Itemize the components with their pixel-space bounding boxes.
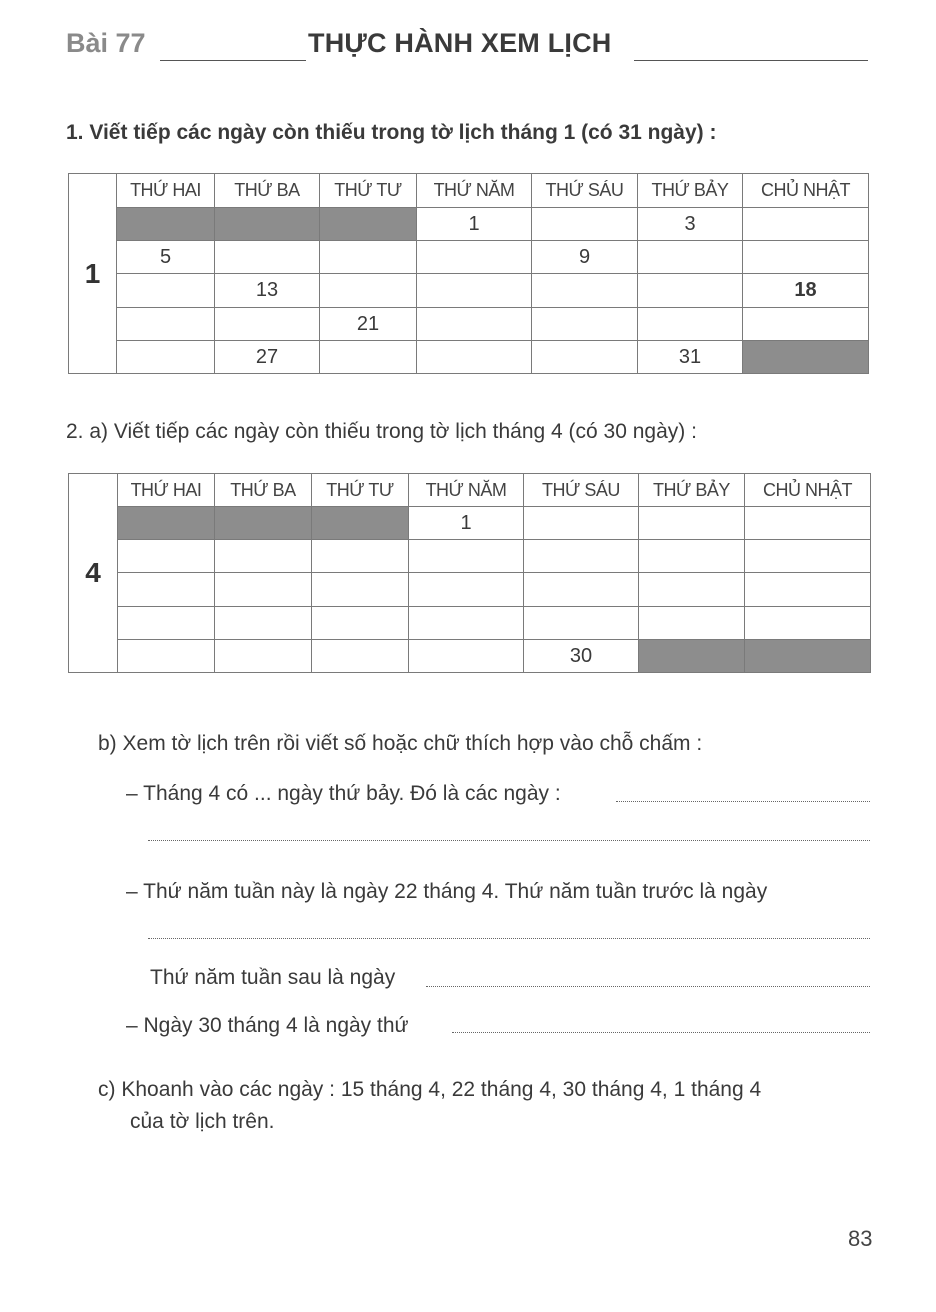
day-cell[interactable] [532,341,638,374]
day-cell[interactable] [215,241,320,274]
day-cell[interactable] [745,573,871,607]
day-cell[interactable] [743,208,869,241]
question-previous-thursday: – Thứ năm tuần này là ngày 22 tháng 4. Thứ năm tuần trước là ngày [126,880,768,903]
day-cell[interactable]: 1 [417,208,532,241]
day-cell[interactable] [745,607,871,640]
day-cell[interactable] [417,241,532,274]
day-cell [215,208,320,241]
page-number: 83 [848,1226,873,1251]
calendar-april [68,473,871,673]
day-cell[interactable] [639,540,745,573]
day-cell[interactable] [215,540,312,573]
day-cell[interactable] [312,573,409,607]
day-cell[interactable]: 31 [638,341,743,374]
day-cell [215,507,312,540]
day-cell[interactable] [320,241,417,274]
day-cell [118,507,215,540]
day-cell [639,640,745,673]
weekday-header: THỨ BẢY [638,174,743,208]
day-cell[interactable] [745,507,871,540]
day-cell[interactable] [215,573,312,607]
weekday-header: CHỦ NHẬT [743,174,869,208]
weekday-header: THỨ TƯ [312,474,409,507]
day-cell[interactable] [745,540,871,573]
day-cell[interactable] [117,274,215,308]
day-cell[interactable] [743,241,869,274]
month-label: 4 [69,474,118,673]
day-cell[interactable] [638,241,743,274]
calendar-january [68,173,869,374]
day-cell[interactable] [409,573,524,607]
day-cell [312,507,409,540]
day-cell[interactable] [118,540,215,573]
day-cell[interactable] [312,640,409,673]
day-cell[interactable]: 5 [117,241,215,274]
day-cell[interactable]: 30 [524,640,639,673]
day-cell[interactable] [743,308,869,341]
day-cell[interactable] [117,341,215,374]
page-title: THỰC HÀNH XEM LỊCH [308,28,612,58]
day-cell[interactable] [532,308,638,341]
day-cell[interactable] [524,607,639,640]
day-cell[interactable] [118,607,215,640]
day-cell[interactable] [524,507,639,540]
day-cell[interactable]: 3 [638,208,743,241]
exercise2c-prompt: c) Khoanh vào các ngày : 15 tháng 4, 22 tháng 4, 30 tháng 4, 1 tháng 4 [98,1078,762,1101]
weekday-header: THỨ NĂM [417,174,532,208]
weekday-header: THỨ BA [215,474,312,507]
weekday-header: THỨ NĂM [409,474,524,507]
day-cell[interactable] [532,208,638,241]
day-cell[interactable] [215,308,320,341]
day-cell[interactable]: 21 [320,308,417,341]
day-cell[interactable]: 9 [532,241,638,274]
answer-line[interactable] [426,986,870,987]
question-saturdays: – Tháng 4 có ... ngày thứ bảy. Đó là các ngày : [126,782,561,805]
answer-line[interactable] [452,1032,870,1033]
answer-line[interactable] [616,801,870,802]
header-rule-left [160,60,306,61]
weekday-header: THỨ SÁU [532,174,638,208]
exercise2a-prompt: 2. a) Viết tiếp các ngày còn thiếu trong tờ lịch tháng 4 (có 30 ngày) : [66,420,697,443]
day-cell[interactable]: 1 [409,507,524,540]
day-cell[interactable]: 13 [215,274,320,308]
question-next-thursday: Thứ năm tuần sau là ngày [150,966,396,989]
day-cell[interactable] [639,507,745,540]
day-cell[interactable] [524,573,639,607]
weekday-header: CHỦ NHẬT [745,474,871,507]
month-label: 1 [69,174,117,374]
weekday-header: THỨ BẢY [639,474,745,507]
day-cell [745,640,871,673]
exercise2c-prompt-continued: của tờ lịch trên. [130,1110,275,1133]
answer-line[interactable] [148,840,870,841]
day-cell[interactable] [118,573,215,607]
day-cell[interactable] [320,274,417,308]
exercise2b-prompt: b) Xem tờ lịch trên rồi viết số hoặc chữ thích hợp vào chỗ chấm : [98,732,703,755]
day-cell[interactable] [639,607,745,640]
day-cell[interactable] [312,540,409,573]
weekday-header: THỨ HAI [118,474,215,507]
day-cell[interactable] [312,607,409,640]
lesson-number: Bài 77 [66,28,146,58]
weekday-header: THỨ TƯ [320,174,417,208]
day-cell[interactable] [524,540,639,573]
day-cell[interactable] [417,341,532,374]
day-cell[interactable] [409,640,524,673]
day-cell[interactable] [118,640,215,673]
question-april-30: – Ngày 30 tháng 4 là ngày thứ [126,1014,409,1037]
day-cell[interactable] [215,607,312,640]
day-cell[interactable]: 18 [743,274,869,308]
day-cell[interactable] [417,274,532,308]
weekday-header: THỨ SÁU [524,474,639,507]
day-cell[interactable] [639,573,745,607]
day-cell[interactable] [117,308,215,341]
day-cell[interactable] [215,640,312,673]
day-cell[interactable] [638,308,743,341]
day-cell[interactable] [532,274,638,308]
weekday-header: THỨ HAI [117,174,215,208]
day-cell[interactable] [638,274,743,308]
answer-line[interactable] [148,938,870,939]
day-cell[interactable] [417,308,532,341]
header-rule-right [634,60,868,61]
day-cell[interactable] [409,607,524,640]
day-cell [743,341,869,374]
day-cell [117,208,215,241]
day-cell[interactable]: 27 [215,341,320,374]
day-cell[interactable] [409,540,524,573]
exercise1-prompt: 1. Viết tiếp các ngày còn thiếu trong tờ lịch tháng 1 (có 31 ngày) : [66,121,717,144]
day-cell [320,208,417,241]
day-cell[interactable] [320,341,417,374]
weekday-header: THỨ BA [215,174,320,208]
